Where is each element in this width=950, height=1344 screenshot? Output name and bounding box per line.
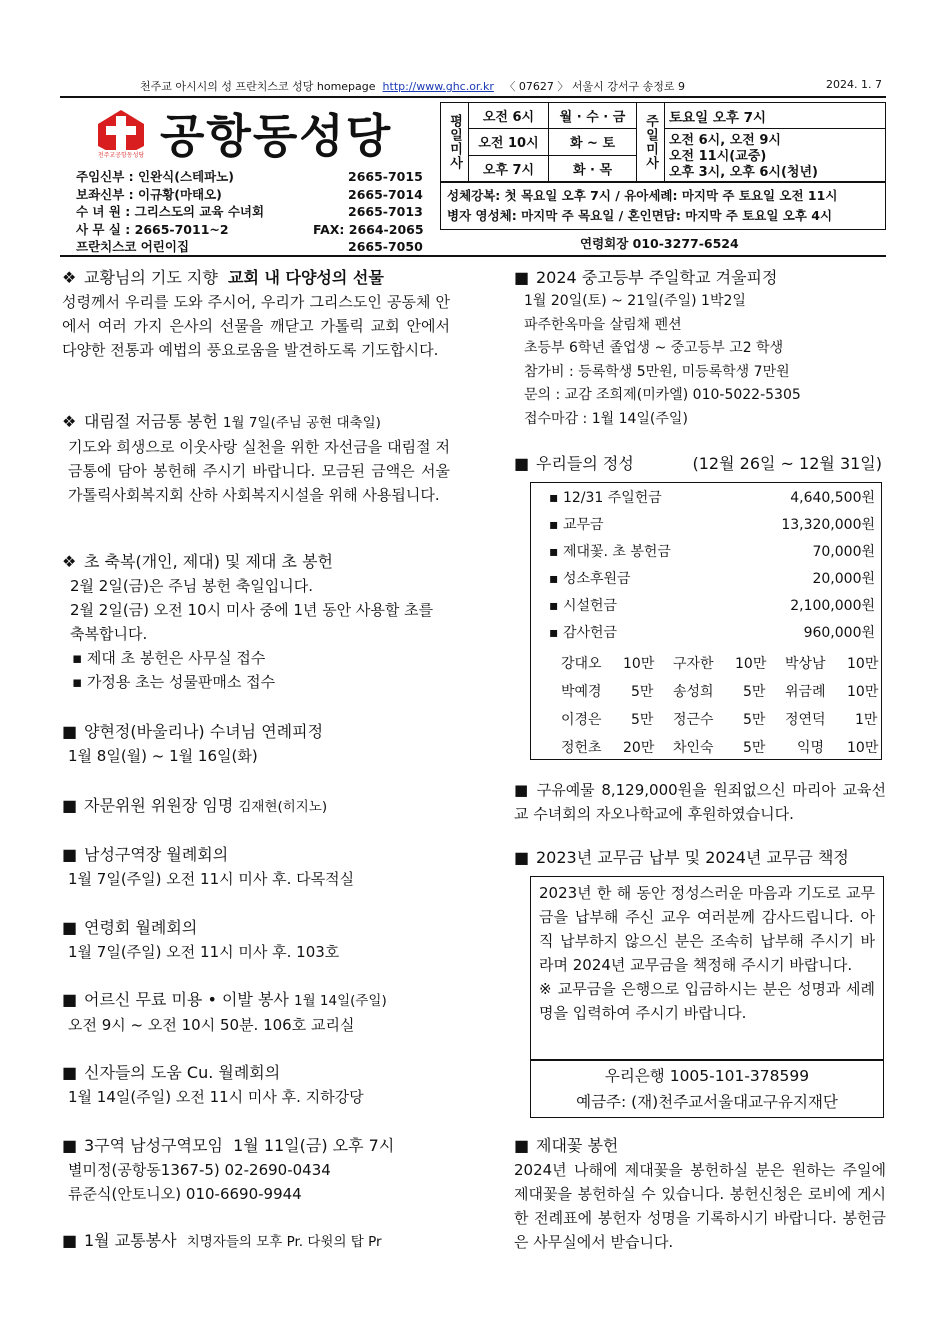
section-title: ❖ 교황님의 기도 지향 교회 내 다양성의 선물 bbox=[62, 266, 450, 290]
sunday-mass-time: 토요일 오후 7시 bbox=[665, 103, 886, 129]
section-title: ❖ 초 축복(개인, 제대) 및 제대 초 봉헌 bbox=[62, 550, 450, 574]
tithe-note: ※ 교무금을 은행으로 입금하시는 분은 성명과 세례명을 입력하여 주시기 바랍니다. bbox=[539, 980, 875, 1022]
retreat-line: 초등부 6학년 졸업생 ~ 중고등부 고2 학생 bbox=[524, 340, 784, 356]
mass-time: 오전 6시 bbox=[469, 103, 549, 129]
mass-days: 화 · 목 bbox=[549, 155, 637, 182]
section-bullet: ▪ 제대 초 봉헌은 사무실 접수 bbox=[72, 649, 266, 667]
section-bullet: ▪ 가정용 초는 성물판매소 접수 bbox=[72, 673, 276, 691]
offerings-table: ▪ 12/31 주일헌금 4,640,500원 ▪ 교무금 13,320,000원 ▪ 제대꽃. 초 봉헌금 70,000원 ▪ 성소후원금 20,000원 ▪ 시설헌금 2,100,000원 ▪ 감사헌금 960,000원 강대오 10만 구자한 10만 박상남 10만 박예경 5만 송성희 5만 위금례 10만 이경은 5만 정근수 5만 정연덕 1만 정헌초 20만 차인숙 5만 익명 10만 bbox=[530, 482, 882, 760]
section-retreat bbox=[62, 720, 450, 768]
bank-box bbox=[530, 1060, 884, 1118]
section-title: ■ 어르신 무료 미용 • 이발 봉사 1월 14일(주일) bbox=[62, 988, 450, 1013]
tithe-body: 2023년 한 해 동안 정성스러운 마음과 기도로 교무금을 납부해 주신 교우 여러분께 감사드립니다. 아직 납부하지 않으신 분은 조속히 납부해 주시기 바라며 2024년 교무금을 책정해 주시기 바랍니다. bbox=[539, 884, 875, 974]
square-bullet-icon: ■ bbox=[62, 1136, 78, 1155]
staff-role: 주임신부 : 인완식(스테파노) bbox=[76, 169, 234, 184]
sunday-mass-time: 오전 11시(교중) bbox=[669, 149, 767, 164]
staff-phone: 2665-7050 bbox=[348, 239, 423, 254]
section-title: ■ 신자들의 도움 Cu. 월례회의 bbox=[62, 1061, 450, 1085]
staff-phone: 2665-7013 bbox=[348, 204, 423, 219]
section-title: ■ 양현정(바울리나) 수녀님 연례피정 bbox=[62, 720, 450, 744]
staff-phone: 2665-7014 bbox=[348, 186, 423, 202]
section-altar-flowers bbox=[514, 1134, 886, 1254]
section-body: 1월 7일(주일) 오전 11시 미사 후. 다목적실 bbox=[68, 870, 355, 888]
mass-days: 월 · 수 · 금 bbox=[549, 103, 637, 129]
section-offerings bbox=[514, 452, 886, 476]
section-funeral-meeting bbox=[62, 916, 450, 964]
sunday-mass-time: 오후 3시, 오후 6시(청년) bbox=[669, 165, 818, 180]
section-line: 2월 2일(금)은 주님 봉헌 축일입니다. bbox=[70, 577, 314, 595]
section-body: 2024년 나해에 제대꽃을 봉헌하실 분은 원하는 주일에 제대꽃을 봉헌하실 수 있습니다. 봉헌신청은 로비에 게시한 전례표에 봉헌자 성명을 기록하시기 바랍니다. 봉헌금은 사무실에서 받습니다. bbox=[514, 1161, 886, 1251]
staff-row bbox=[76, 238, 431, 256]
diamond-bullet-icon: ❖ bbox=[62, 268, 77, 287]
mass-schedule bbox=[440, 102, 886, 182]
section-title: ■ 우리들의 정성 (12월 26일 ~ 12월 31일) bbox=[514, 452, 886, 476]
section-title: ■ 자문위원 위원장 임명 김재현(히지노) bbox=[62, 794, 450, 819]
staff-row bbox=[76, 186, 431, 204]
section-advent-box bbox=[62, 410, 450, 507]
parish-logo bbox=[92, 106, 150, 160]
parish-title: 공항동성당 bbox=[160, 109, 393, 163]
section-line: 류준식(안토니오) 010-6690-9944 bbox=[68, 1185, 302, 1203]
square-bullet-icon: ■ bbox=[62, 796, 78, 815]
parish-address: 〈 07627 〉 서울시 강서구 송정로 9 bbox=[504, 80, 685, 93]
tithe-box bbox=[530, 876, 884, 1060]
staff-row bbox=[76, 221, 431, 239]
section-body: ■ 구유예물 8,129,000원을 원죄없으신 마리아 교육선교 수녀회의 자오나학교에 후원하였습니다. bbox=[514, 781, 886, 823]
header-rule bbox=[60, 96, 886, 98]
retreat-line: 문의 : 교감 조희제(미카엘) 010-5022-5305 bbox=[524, 387, 801, 403]
retreat-details bbox=[514, 290, 886, 431]
parish-homepage-label: 천주교 아시시의 성 프란치스코 성당 homepage bbox=[140, 80, 376, 93]
square-bullet-icon: ■ bbox=[514, 1136, 530, 1155]
square-bullet-icon: ■ bbox=[62, 845, 78, 864]
bank-account: 우리은행 1005-101-378599 bbox=[604, 1067, 810, 1085]
sacrament-line: 성체강복: 첫 목요일 오후 7시 / 유아세례: 마지막 주 토요일 오전 11시 bbox=[447, 188, 838, 203]
section-candle-blessing bbox=[62, 550, 450, 694]
section-body: 오전 9시 ~ 오전 10시 50분. 106호 교리실 bbox=[68, 1016, 355, 1034]
account-holder: 예금주: (재)천주교서울대교구유지재단 bbox=[576, 1093, 838, 1111]
sunday-mass-times bbox=[665, 129, 886, 182]
retreat-line: 참가비 : 등록학생 5만원, 미등록학생 7만원 bbox=[524, 363, 790, 380]
contact-line: 연령회장 010-3277-6524 bbox=[580, 236, 739, 251]
section-title: ■ 연령회 월례회의 bbox=[62, 916, 450, 940]
header-line bbox=[140, 78, 685, 94]
square-bullet-icon: ■ bbox=[514, 848, 530, 867]
section-body: 1월 7일(주일) 오전 11시 미사 후. 103호 bbox=[68, 943, 340, 961]
section-line: 별미정(공항동1367-5) 02-2690-0434 bbox=[68, 1161, 331, 1179]
section-title: ■ 제대꽃 봉헌 bbox=[514, 1134, 886, 1158]
staff-list bbox=[76, 168, 431, 256]
sunday-mass-label: 주일미사 bbox=[637, 103, 665, 182]
section-tithe bbox=[514, 846, 886, 870]
square-bullet-icon: ■ bbox=[62, 1231, 78, 1250]
section-title: ❖ 대림절 저금통 봉헌 1월 7일(주님 공현 대축일) bbox=[62, 410, 450, 435]
section-body: 성령께서 우리를 도와 주시어, 우리가 그리스도인 공동체 안에서 여러 가지 은사의 선물을 깨닫고 가톨릭 교회 안에서 다양한 전통과 예법의 풍요로움을 발견하도록 기도합시다. bbox=[62, 293, 450, 359]
section-haircut bbox=[62, 988, 450, 1037]
retreat-line: 파주한옥마을 살림채 펜션 bbox=[524, 316, 682, 333]
section-district-meeting bbox=[62, 1134, 450, 1206]
square-bullet-icon: ■ bbox=[62, 1063, 78, 1082]
homepage-link[interactable]: http://www.ghc.or.kr bbox=[382, 80, 494, 93]
square-bullet-icon: ■ bbox=[514, 268, 530, 287]
sunday-mass-time: 오전 6시, 오전 9시 bbox=[669, 133, 781, 148]
section-traffic-service bbox=[62, 1229, 450, 1254]
square-bullet-icon: ■ bbox=[62, 722, 78, 741]
staff-phone: FAX: 2664-2065 bbox=[313, 221, 424, 237]
section-manger-offering bbox=[514, 778, 886, 826]
section-appointment bbox=[62, 794, 450, 819]
staff-role: 프란치스코 어린이집 bbox=[76, 239, 190, 254]
staff-phone: 2665-7015 bbox=[348, 169, 423, 184]
section-title: ■ 2024 중고등부 주일학교 겨울피정 bbox=[514, 266, 886, 290]
weekday-mass-label: 평일미사 bbox=[441, 103, 469, 182]
staff-row bbox=[76, 203, 431, 221]
retreat-line: 접수마감 : 1월 14일(주일) bbox=[524, 410, 688, 427]
section-title: ■ 3구역 남성구역모임 1월 11일(금) 오후 7시 bbox=[62, 1134, 450, 1158]
staff-row bbox=[76, 168, 431, 186]
mass-time: 오후 7시 bbox=[469, 155, 549, 182]
retreat-line: 1월 20일(토) ~ 21일(주일) 1박2일 bbox=[524, 293, 746, 309]
logo-caption: 천주교공항동성당 bbox=[97, 152, 145, 159]
header-bottom-rule bbox=[60, 255, 886, 257]
diamond-bullet-icon: ❖ bbox=[62, 552, 77, 571]
staff-role: 사 무 실 : 2665-7011~2 bbox=[76, 221, 229, 237]
bulletin-date: 2024. 1. 7 bbox=[826, 78, 882, 91]
mass-days: 화 ~ 토 bbox=[549, 129, 637, 156]
square-bullet-icon: ■ bbox=[62, 990, 78, 1009]
section-body: 1월 8일(월) ~ 1월 16일(화) bbox=[68, 747, 258, 765]
section-mens-meeting bbox=[62, 843, 450, 891]
section-title: ■ 남성구역장 월례회의 bbox=[62, 843, 450, 867]
square-bullet-icon: ■ bbox=[62, 918, 78, 937]
square-bullet-icon: ■ bbox=[514, 454, 530, 473]
section-pope-prayer bbox=[62, 266, 450, 362]
sacraments-box bbox=[440, 182, 886, 230]
section-line: 2월 2일(금) 오전 10시 미사 중에 1년 동안 사용할 초를 축복합니다. bbox=[70, 601, 434, 643]
section-body: 1월 14일(주일) 오전 11시 미사 후. 지하강당 bbox=[68, 1088, 364, 1106]
section-title: ■ 1월 교통봉사 치명자들의 모후 Pr. 다윗의 탑 Pr bbox=[62, 1229, 450, 1254]
sacrament-line: 병자 영성체: 마지막 주 목요일 / 혼인면담: 마지막 주 토요일 오후 4시 bbox=[447, 208, 833, 223]
section-winter-retreat bbox=[514, 266, 886, 431]
section-legion-meeting bbox=[62, 1061, 450, 1109]
diamond-bullet-icon: ❖ bbox=[62, 412, 77, 431]
staff-role: 수 녀 원 : 그리스도의 교육 수녀회 bbox=[76, 204, 265, 219]
section-title: ■ 2023년 교무금 납부 및 2024년 교무금 책정 bbox=[514, 846, 886, 870]
section-body: 기도와 희생으로 이웃사랑 실천을 위한 자선금을 대림절 저금통에 담아 봉헌해 주시기 바랍니다. 모금된 금액은 서울가톨릭사회복지회 산하 사회복지시설을 위해 사용됩니다. bbox=[68, 438, 450, 504]
mass-time: 오전 10시 bbox=[469, 129, 549, 156]
staff-role: 보좌신부 : 이규황(마태오) bbox=[76, 186, 222, 202]
